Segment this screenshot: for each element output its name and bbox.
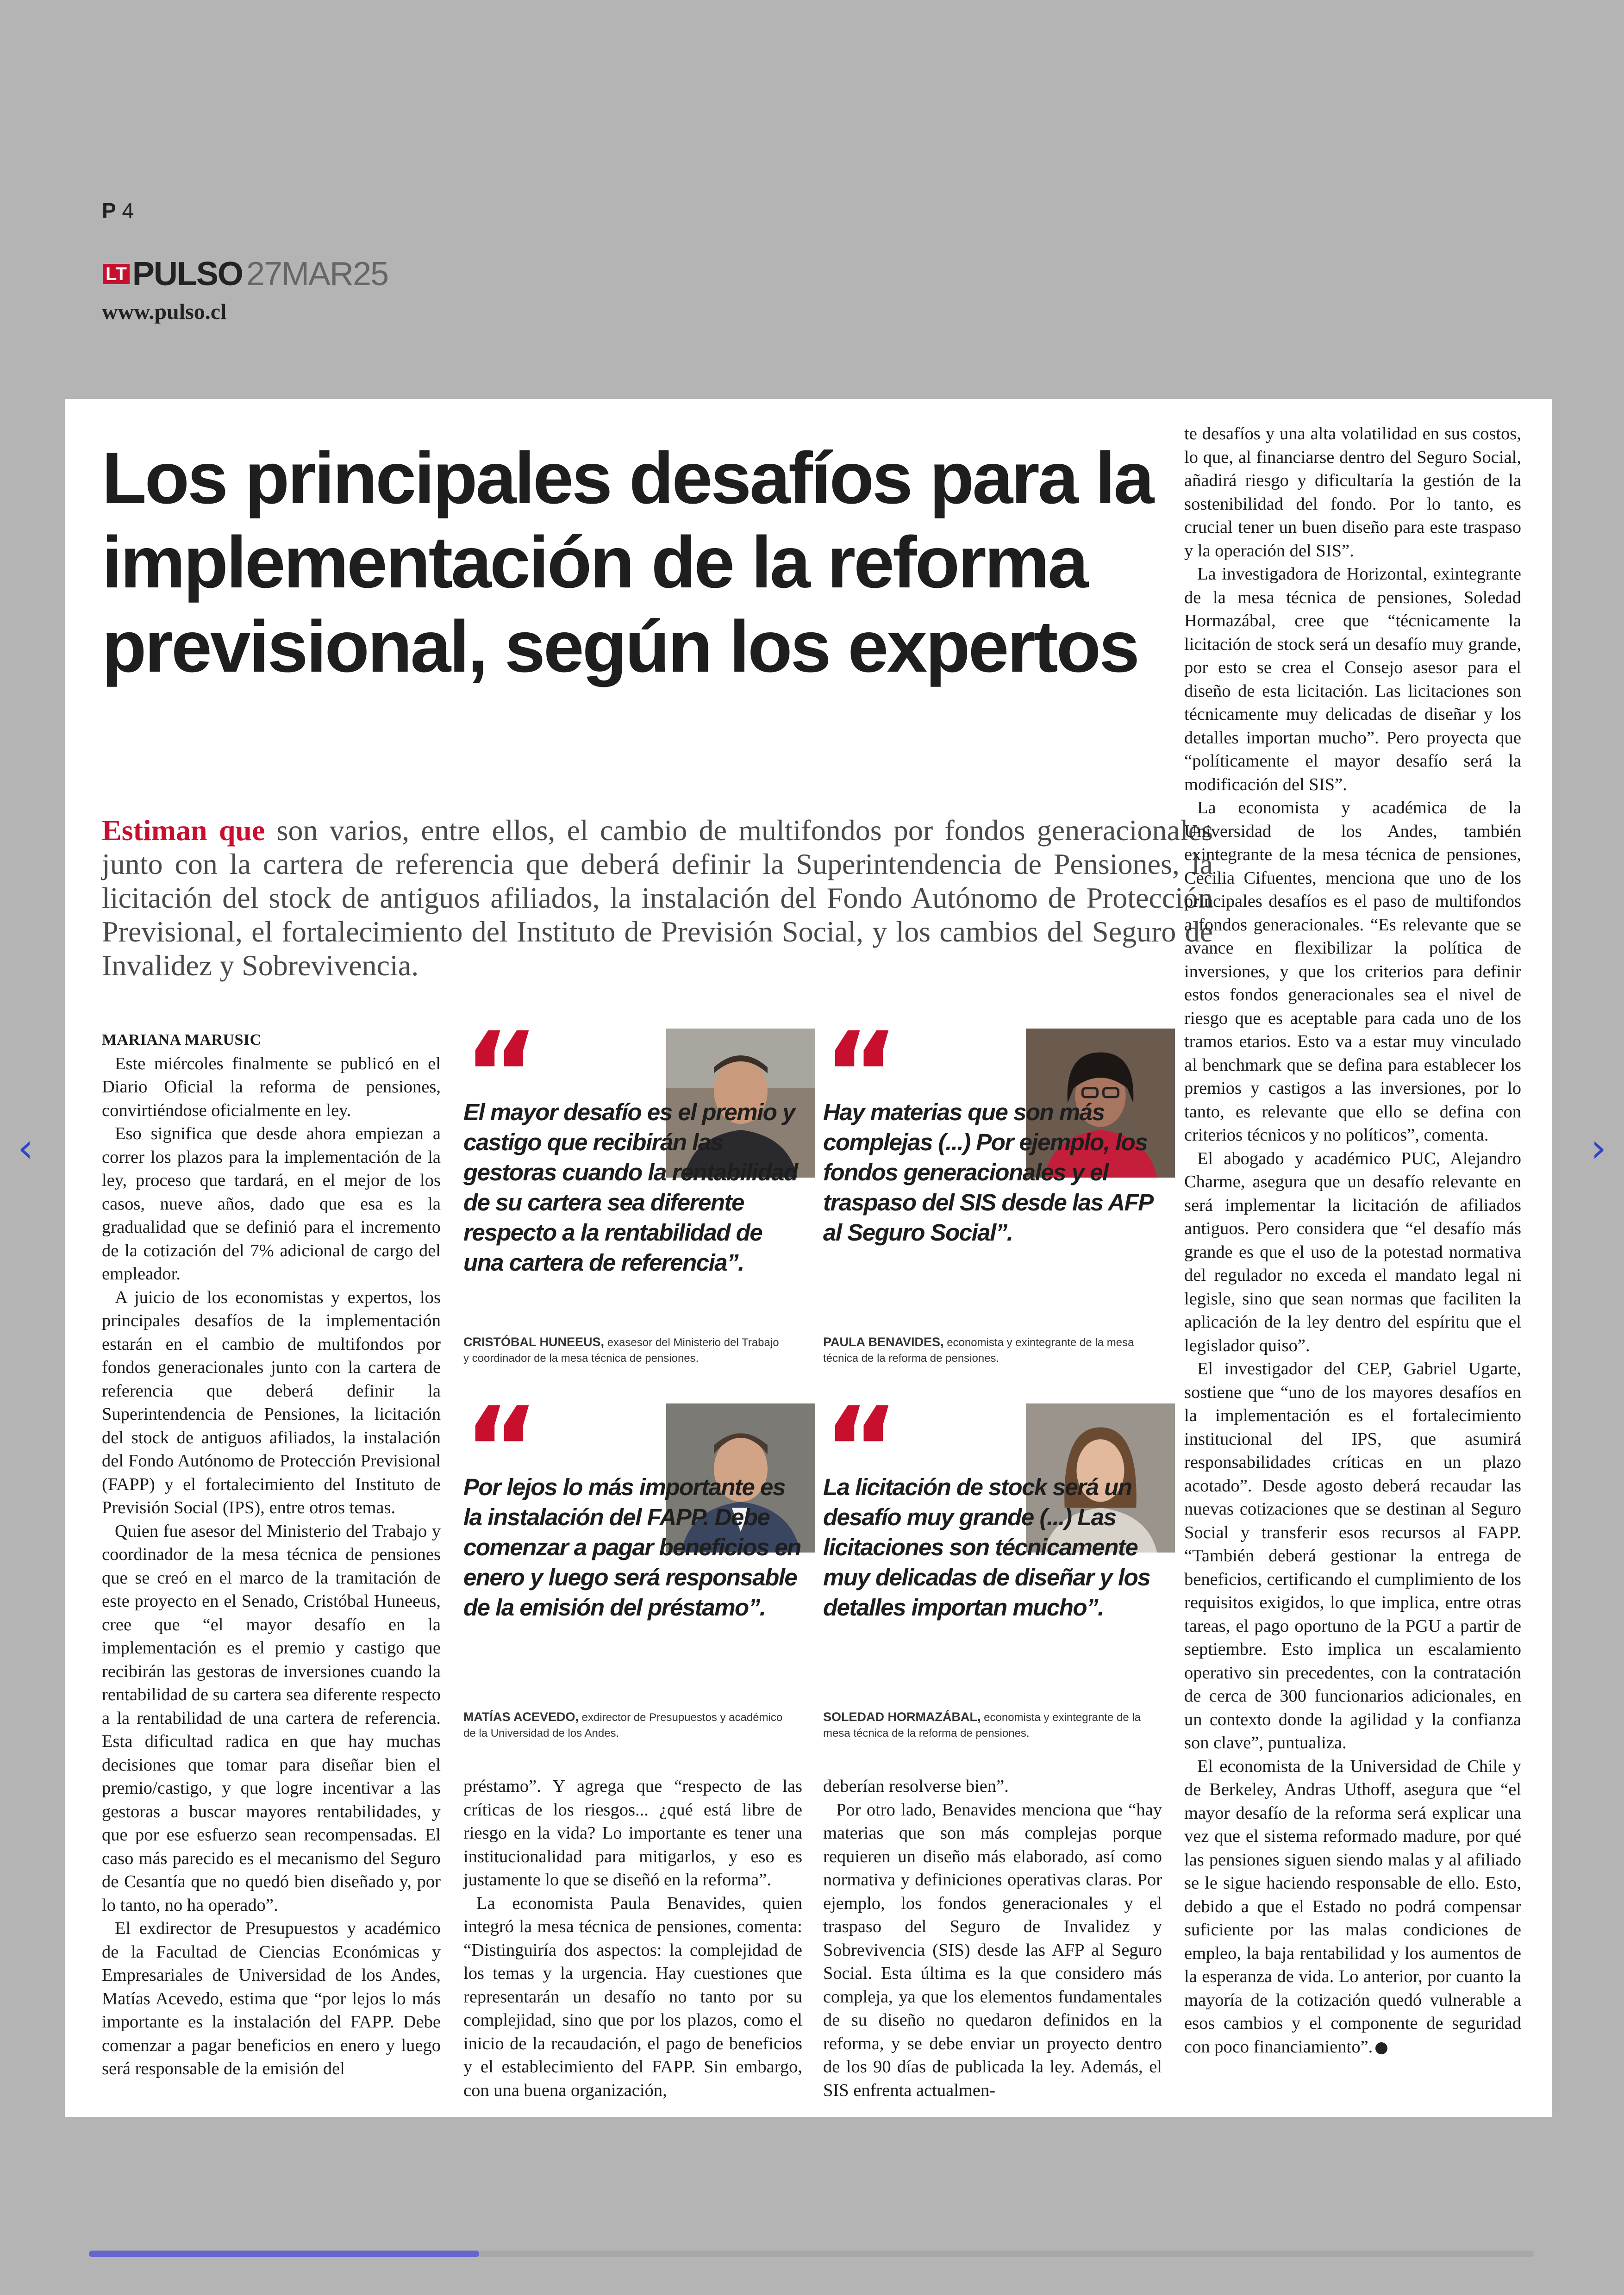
paragraph: El economista de la Universidad de Chile y de Berkeley, Andras Uthoff, asegura que “el mayor desafío de la reforma será explicar una vez que el sistema reformado madure, por qué las pensiones siguen siendo malas y al afiliado se le sigue haciendo responsable de ello. Esto, debido a que el Estado no podrá compensar suficiente por las malas condiciones de empleo, la baja rentabilidad y los aumentos de la esperanza de vida. Lo anterior, por cuanto la mayoría de la cotización quedó vulnerable a esos cambios y el componente de seguridad con poco financiamiento”. — [1184, 1756, 1521, 2057]
quote-text: Por lejos lo más importante es la instalación del FAPP. Debe comenzar a pagar beneficios en enero y luego será responsable de la emisión del préstamo”. — [463, 1474, 801, 1621]
article-headline: Los principales desafíos para la implementación de la reforma previsional, según los expertos — [102, 437, 1153, 687]
quote-text: Hay materias que son más complejas (...) Por ejemplo, los fondos generacionales y el traspaso del SIS desde las AFP al Seguro Social”. — [823, 1099, 1152, 1246]
paragraph: préstamo”. Y agrega que “respecto de las críticas de los riesgos... ¿qué está libre de riesgo en la vida? Lo importante es tener una institucionalidad para mitigarlos, y eso es justamente lo que se diseñó en la reforma”. — [463, 1777, 802, 1890]
quote-attribution: PAULA BENAVIDES, economista y exintegrante de la mesa técnica de la reforma de pensiones. — [823, 1335, 1134, 1365]
pull-quote — [463, 1382, 815, 1765]
paragraph: El investigador del CEP, Gabriel Ugarte, sostiene que “uno de los mayores desafíos en la implementación es el fortalecimiento institucional del IPS, que asumirá responsabilidades críticas en un plazo acotado”. Desde agosto deberá recaudar las nuevas cotizaciones que se destinan al Seguro Social y transferir esos recursos al FAPP. “También deberá gestionar la entrega de beneficios, certificando el cumplimiento de los requisitos exigidos, lo que implica, entre otras tareas, el pago oportuno de la PGU a partir de septiembre. Esto implica un escalamiento operativo sin precedentes, con la contratación de cerca de 300 funcionarios adicionales, en un contexto donde la agilidad y la confianza son clave”, puntualiza. — [1184, 1359, 1521, 1752]
paragraph: La economista Paula Benavides, quien integró la mesa técnica de pensiones, comenta: “Distinguiría dos aspectos: la complejidad de los temas y la urgencia. Hay cuestiones que representarán un desafío no tanto por su complejidad, sino que por los plazos, como el inicio de la recaudación, el pago de beneficios y el establecimiento del FAPP. Sin embargo, con una buena organización, — [463, 1893, 802, 2100]
next-page-button[interactable] — [1582, 1125, 1615, 1171]
quote-attribution: SOLEDAD HORMAZÁBAL, economista y exintegrante de la mesa técnica de la reforma de pensiones. — [823, 1710, 1141, 1740]
quote-attribution: CRISTÓBAL HUNEEUS, exasesor del Ministerio del Trabajo y coordinador de la mesa técnica de pensiones. — [463, 1335, 779, 1365]
reading-progress-fill — [89, 2251, 479, 2257]
chevron-left-icon: ‹ — [18, 1125, 33, 1171]
newspaper-page — [65, 399, 1552, 2117]
article-deck: Estiman que son varios, entre ellos, el cambio de multifondos por fondos generacionales junto con la cartera de referencia que deberá definir la Superintendencia de Pensiones, la licitación del stock de antiguos afiliados, la instalación del Fondo Autónomo de Protección Previsional, el fortalecimiento del Instituto de Previsión Social, y los cambios del Seguro de Invalidez y Sobrevivencia. — [102, 814, 1213, 982]
byline: MARIANA MARUSIC — [102, 1031, 262, 1048]
paragraph: Este miércoles finalmente se publicó en el Diario Oficial la reforma de pensiones, convirtiéndose oficialmente en ley. — [102, 1054, 441, 1120]
website-url: www.pulso.cl — [102, 299, 227, 324]
chevron-right-icon: › — [1591, 1125, 1606, 1171]
quote-mark-icon: “ — [463, 1382, 540, 1517]
quote-mark-icon: “ — [463, 1007, 540, 1142]
article-column-1 — [102, 1029, 441, 2081]
pulso-logo: PULSO — [132, 256, 243, 293]
article-column-4 — [1184, 422, 1521, 2058]
paragraph: El abogado y académico PUC, Alejandro Charme, asegura que un desafío relevante en será implementar la licitación de afiliados antiguos. Pero considera que “el desafío más grande es que el uso de la potestad normativa del regulador no exceda el mandato legal ni legisle, sino que sean normas que faciliten la aplicación de la ley dentro del espíritu que el legislador quiso”. — [1184, 1148, 1521, 1355]
pull-quote — [463, 1007, 815, 1390]
paragraph: deberían resolverse bien”. — [823, 1777, 1009, 1796]
quote-mark-icon: “ — [823, 1007, 899, 1142]
quote-mark-icon: “ — [823, 1382, 899, 1517]
lt-logo-box: LT — [103, 264, 130, 284]
end-mark-icon — [1375, 2042, 1387, 2054]
edition-date: 27MAR25 — [246, 256, 388, 293]
paragraph: Por otro lado, Benavides menciona que “hay materias que son más complejas porque requieren un diseño más elaborado, así como normativa y definiciones operativas claras. Por ejemplo, los fondos generacionales y el traspaso del Seguro de Invalidez y Sobrevivencia (SIS) desde las AFP al Seguro Social. Esta última es la que considero más compleja, ya que los elementos fundamentales de su diseño no quedaron definidos en la reforma, y se debe enviar un proyecto dentro de los 90 días de publicada la ley. Además, el SIS enfrenta actualmen- — [823, 1800, 1162, 2100]
paragraph: La investigadora de Horizontal, exintegrante de la mesa técnica de pensiones, Soledad Hormazábal, cree que “técnicamente la licitación de stock será un desafío muy grande, por esto se crea el Consejo asesor para el diseño de esta licitación. Las licitaciones son técnicamente muy delicadas de diseñar y los detalles importan mucho”. Pero proyecta que “políticamente el mayor desafío será la modificación del SIS”. — [1184, 564, 1521, 794]
quote-text: La licitación de stock será un desafío muy grande (...) Las licitaciones son técnicamente muy delicadas de diseñar y los detalles importan mucho”. — [823, 1474, 1150, 1621]
pull-quote — [823, 1382, 1175, 1765]
page-number: P 4 — [102, 199, 134, 223]
paragraph: Eso significa que desde ahora empiezan a correr los plazos para la implementación de la ley, proceso que tardará, en el mejor de los casos, nueve años, dado que esa es la gradualidad que se definió para el incremento de la cotización del 7% adicional de cargo del empleador. — [102, 1124, 441, 1284]
paragraph: Quien fue asesor del Ministerio del Trabajo y coordinador de la mesa técnica de pensiones que se creó en el marco de la tramitación de este proyecto en el Senado, Cristóbal Huneeus, cree que “el mayor desafío en la implementación es el premio y castigo que recibirán las gestoras de inversiones cuando la rentabilidad de su cartera sea diferente respecto a la rentabilidad de una cartera de referencia. Esta dificultad radica en que hay muchas decisiones que tomar para diseñar bien el premio/castigo, y que logre incentivar a las gestoras a buscar mayores rentabilidades, y que por ese esfuerzo sean recompensadas. El caso más parecido es el mecanismo del Seguro de Cesantía que no quedó bien diseñado y, por lo tanto, no ha operado”. — [102, 1521, 441, 1915]
quote-text: El mayor desafío es el premio y castigo que recibirán las gestoras cuando la rentabilidad de su cartera sea diferente respecto a la rentabilidad de una cartera de referencia”. — [463, 1099, 798, 1276]
quote-attribution: MATÍAS ACEVEDO, exdirector de Presupuestos y académico de la Universidad de los Andes. — [463, 1710, 783, 1740]
paragraph: El exdirector de Presupuestos y académico de la Facultad de Ciencias Económicas y Empresariales de Universidad de los Andes, Matías Acevedo, estima que “por lejos lo más importante es la instalación del FAPP. Debe comenzar a pagar beneficios en enero y luego será responsable de la emisión del — [102, 1919, 441, 2078]
masthead-logo — [103, 257, 388, 291]
article-column-3 — [823, 1775, 1162, 2102]
reading-progress-bar[interactable] — [89, 2251, 1534, 2257]
paragraph: La economista y académica de la Universidad de los Andes, también exintegrante de la mesa técnica de pensiones, Cecilia Cifuentes, menciona que uno de los principales desafíos es el paso de multifondos a fondos generacionales. “Es relevante que se avance en flexibilizar la política de inversiones, y que los criterios para definir estos fondos generacionales sea el nivel de riesgo que es aceptable para cada uno de los tramos etarios. Esto va a estar muy vinculado al benchmark que se defina para establecer los premios y castigos a las inversiones, por lo tanto, es relevante que ello se defina con criterios técnicos y no políticos”, comenta. — [1184, 798, 1521, 1145]
article-column-2 — [463, 1775, 802, 2102]
pull-quote — [823, 1007, 1175, 1390]
paragraph: te desafíos y una alta volatilidad en sus costos, lo que, al financiarse dentro del Seguro Social, añadirá riesgo y dificultaría la gestión de la sostenibilidad del fondo. Por lo tanto, es crucial tener un buen diseño para este traspaso y la operación del SIS”. — [1184, 424, 1521, 561]
previous-page-button[interactable] — [9, 1125, 42, 1171]
paragraph: A juicio de los economistas y expertos, los principales desafíos de la implementación estarán en el cambio de multifondos por fondos generacionales junto con la cartera de referencia que deberá definir la Superintendencia de Pensiones, la licitación del stock de antiguos afiliados, la instalación del Fondo Autónomo de Protección Previsional (FAPP) y el fortalecimiento del Instituto de Previsión Social (IPS), entre otros temas. — [102, 1287, 441, 1517]
